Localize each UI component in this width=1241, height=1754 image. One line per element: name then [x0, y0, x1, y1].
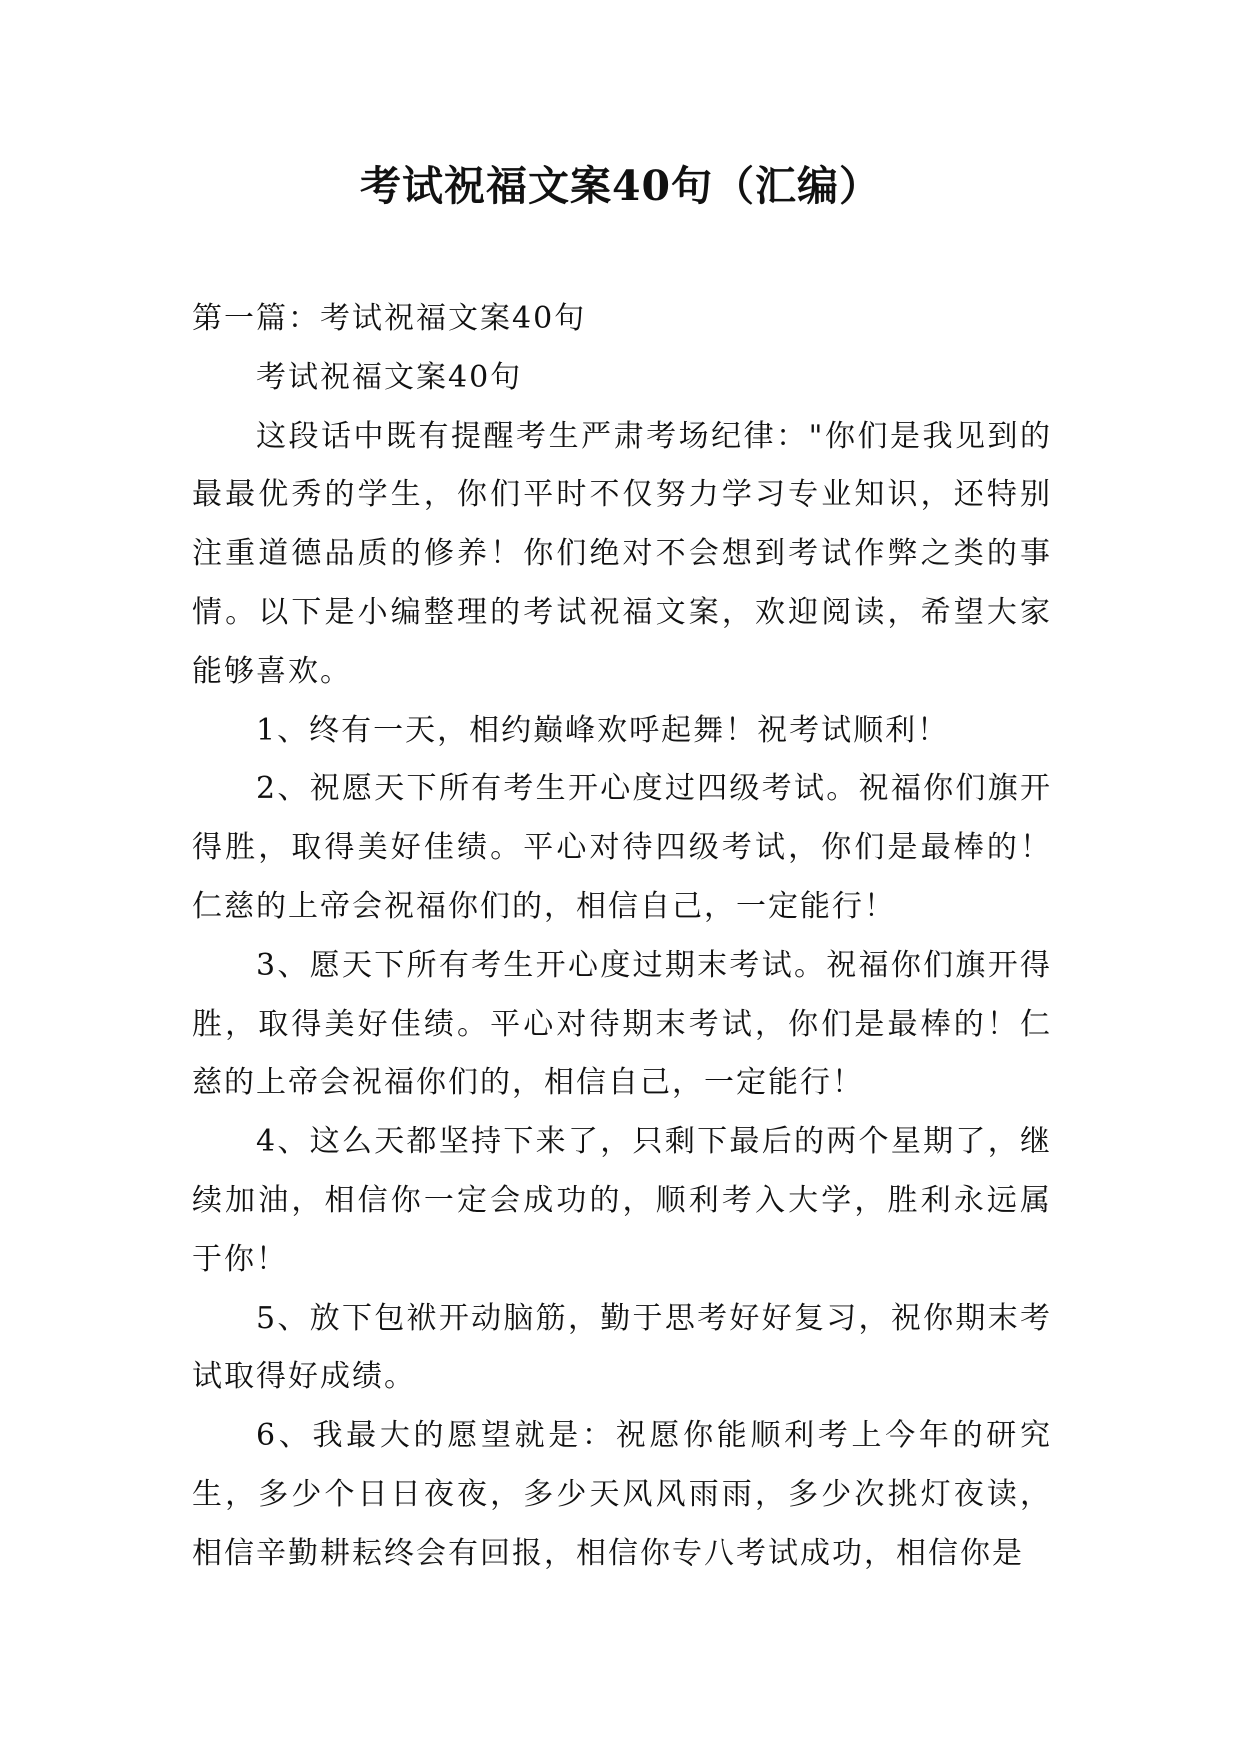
section-heading: 第一篇：考试祝福文案40句	[192, 301, 587, 336]
blessing-item-2: 2、祝愿天下所有考生开心度过四级考试。祝福你们旗开得胜，取得美好佳绩。平心对待四级考试，你们是最棒的！仁慈的上帝会祝福你们的，相信自己，一定能行！	[192, 771, 1052, 924]
document-body	[192, 290, 1052, 1584]
section-subtitle: 考试祝福文案40句	[256, 359, 523, 395]
blessing-item-5: 5、放下包袱开动脑筋，勤于思考好好复习，祝你期末考试取得好成绩。	[192, 1300, 1052, 1395]
intro-paragraph: 这段话中既有提醒考生严肃考场纪律："你们是我见到的最最优秀的学生，你们平时不仅努力学习专业知识，还特别注重道德品质的修养！你们绝对不会想到考试作弊之类的事情。以下是小编整理的考试祝福文案，欢迎阅读，希望大家能够喜欢。	[192, 418, 1052, 689]
blessing-item-6: 6、我最大的愿望就是：祝愿你能顺利考上今年的研究生，多少个日日夜夜，多少天风风雨雨，多少次挑灯夜读，相信辛勤耕耘终会有回报，相信你专八考试成功，相信你是	[192, 1418, 1052, 1571]
document-title: 考试祝福文案40句（汇编）	[359, 162, 882, 210]
blessing-item-1: 1、终有一天，相约巅峰欢呼起舞！祝考试顺利！	[256, 712, 950, 748]
blessing-item-3: 3、愿天下所有考生开心度过期末考试。祝福你们旗开得胜，取得美好佳绩。平心对待期末考试，你们是最棒的！仁慈的上帝会祝福你们的，相信自己，一定能行！	[192, 947, 1052, 1101]
blessing-item-4: 4、这么天都坚持下来了，只剩下最后的两个星期了，继续加油，相信你一定会成功的，顺利考入大学，胜利永远属于你！	[192, 1124, 1052, 1277]
